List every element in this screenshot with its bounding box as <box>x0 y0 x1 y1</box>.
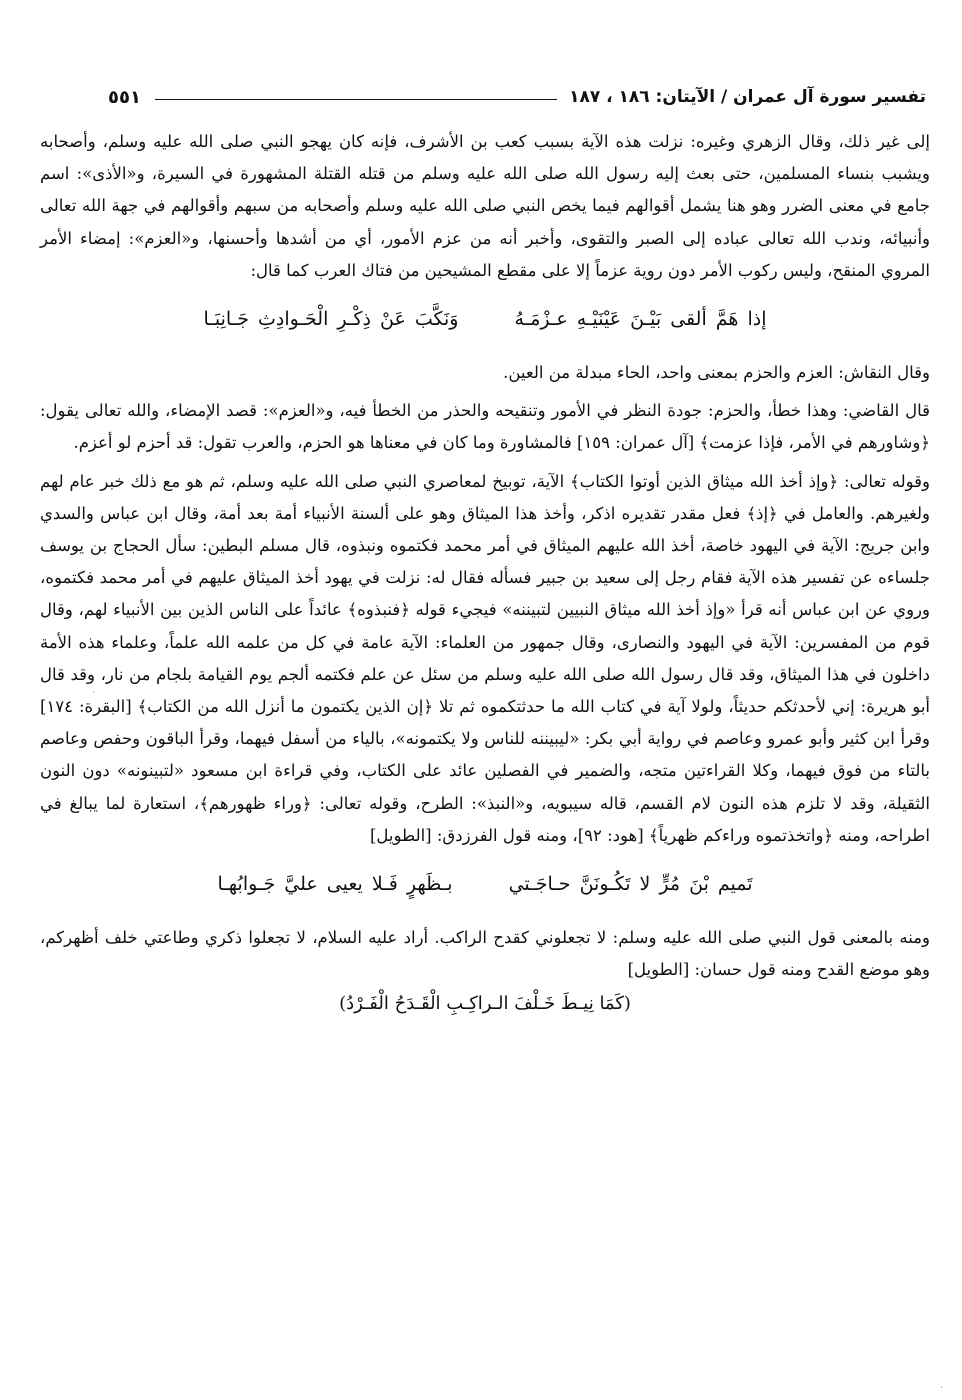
scan-speck: · <box>940 1383 944 1394</box>
paragraph-qadi: قال القاضي: وهذا خطأ، والحزم: جودة النظر في الأمور وتنقيحه والحذر من الخطأ فيه، و«العزم»: قصد الإمضاء، والله تعالى يقول: ﴿وشاورهم في الأمر، فإذا عزمت﴾ [آل عمران: ١٥٩] فالمشاورة وما كان في معناها هو الحزم، والعرب تقول: قد أحزم لو أعزم. <box>40 401 930 453</box>
commentary-text <box>40 126 930 1020</box>
header-rule <box>155 99 557 100</box>
poetry-verse-3: (كَمَا نِيـطَ خَـلْفَ الـراكِـبِ الْقَـدَحُ الْفَـرْدُ) <box>339 993 631 1015</box>
paragraph-naqqash: وقال النقاش: العزم والحزم بمعنى واحد، الحاء مبدلة من العين. <box>503 363 930 383</box>
scan-speck: · <box>92 688 96 699</box>
running-header <box>108 82 926 112</box>
paragraph-intro: إلى غير ذلك، وقال الزهري وغيره: نزلت هذه الآية بسبب كعب بن الأشرف، فإنه كان يهجو النبي صلى الله عليه وسلم، وأصحابه ويشبب بنساء المسلمين، حتى بعث إليه رسول الله صلى الله عليه وسلم من قتله القتلة المشهورة في السيرة، و«الأذى»: اسم جامع في معنى الضرر وهو هنا يشمل أقوالهم فيما يخص النبي صلى الله عليه وسلم وأصحابه من سبهم وأقوالهم في جهة الله تعالى وأنبيائه، وندب الله تعالى عباده إلى الصبر والتقوى، وأخبر أنه من عزم الأمور، أي من أشدها وأحسنها، و«العزم»: إمضاء الأمر المروي المنقح، وليس ركوب الأمر دون روية عزماً إلا على مقطع المشيحين من فتاك العرب كما قال: <box>40 132 930 280</box>
paragraph-mithaq: وقوله تعالى: ﴿وإذ أخذ الله ميثاق الذين أوتوا الكتاب﴾ الآية، توبيخ لمعاصري النبي صلى الله عليه وسلم، ثم هو مع ذلك خبر عام لهم ولغيرهم. والعامل في ﴿إذ﴾ فعل مقدر تقديره اذكر، وأخذ هذا الميثاق وهو على ألسنة الأنبياء أمة بعد أمة، وقال ابن عباس والسدي وابن جريج: الآية في اليهود خاصة، أخذ الله عليهم الميثاق في أمر محمد فكتموه ونبذوه، قال مسلم البطين: سأل الحجاج بن يوسف جلساءه عن تفسير هذه الآية فقام رجل إلى سعيد بن جبير فسأله فقال له: نزلت في يهود أخذ الميثاق عليهم في أمر محمد فكتموه، وروي عن ابن عباس أنه قرأ «وإذ أخذ الله ميثاق النبيين لتبيننه» فيجيء قوله ﴿فنبذوه﴾ عائداً على الناس الذين بين الأنبياء لهم، وقال قوم من المفسرين: الآية في اليهود والنصارى، وقال جمهور من العلماء: الآية عامة في كل من علمه الله علماً، وعلماء هذه الأمة داخلون في هذا الميثاق، وقد قال رسول الله صلى الله عليه وسلم من سئل عن علم فكتمه ألجم يوم القيامة بلجام من نار، وقد قال أبو هريرة: إني لأحدثكم حديثاً، ولولا آية في كتاب الله ما حدثتكموه ثم تلا ﴿إن الذين يكتمون ما أنزل الله من الكتاب﴾ [البقرة: ١٧٤] وقرأ ابن كثير وأبو عمرو وعاصم في رواية أبي بكر: «ليبيننه للناس ولا يكتمونه»، بالياء من أسفل فيهما، وقرأ الباقون وحفص وعاصم بالتاء من فوق فيهما، وكلا القراءتين متجه، والضمير في الفصلين عائد على الكتاب، وفي قراءة ابن مسعود «لتبينونه» دون النون الثقيلة، وقد لا تلزم هذه النون لام القسم، قاله سيبويه، و«النبذ»: الطرح، وقوله تعالى: ﴿وراء ظهورهم﴾، استعارة لما يبالغ في اطراحه، ومنه ﴿واتخذتموه وراءكم ظهرياً﴾ [هود: ٩٢]، ومنه قول الفرزدق: [الطويل] <box>40 471 930 845</box>
poetry-verse-2 <box>40 866 930 902</box>
running-title: تفسير سورة آل عمران / الآيتان: ١٨٦ ، ١٨٧ <box>569 87 926 107</box>
poetry-verse-1 <box>40 301 930 337</box>
verse-2-second-hemistich: بـظَهرٍ فَـلا يعيى عليَّ جَـوابُهـا <box>217 873 453 896</box>
paragraph-qadah: ومنه بالمعنى قول النبي صلى الله عليه وسلم: لا تجعلوني كقدح الراكب. أراد عليه السلام، لا تجعلوا ذكري وطاعتي خلف أظهركم، وهو موضع القدح ومنه قول حسان: [الطويل] <box>40 928 930 980</box>
page-number: ٥٥١ <box>108 86 141 108</box>
verse-2-first-hemistich: تَميم بْنَ مُرٍّ لا تَكُـونَنَّ حـاجَـتي <box>508 873 753 896</box>
verse-1-first-hemistich: إذا هَمَّ ألقى بَيْـنَ عَيْنَيْـهِ عـزْمَـهُ <box>514 308 767 331</box>
verse-1-second-hemistich: وَنَكَّبَ عَنْ ذِكْـرِ الْحَـوادِثِ جَـانِبَـا <box>203 308 459 331</box>
